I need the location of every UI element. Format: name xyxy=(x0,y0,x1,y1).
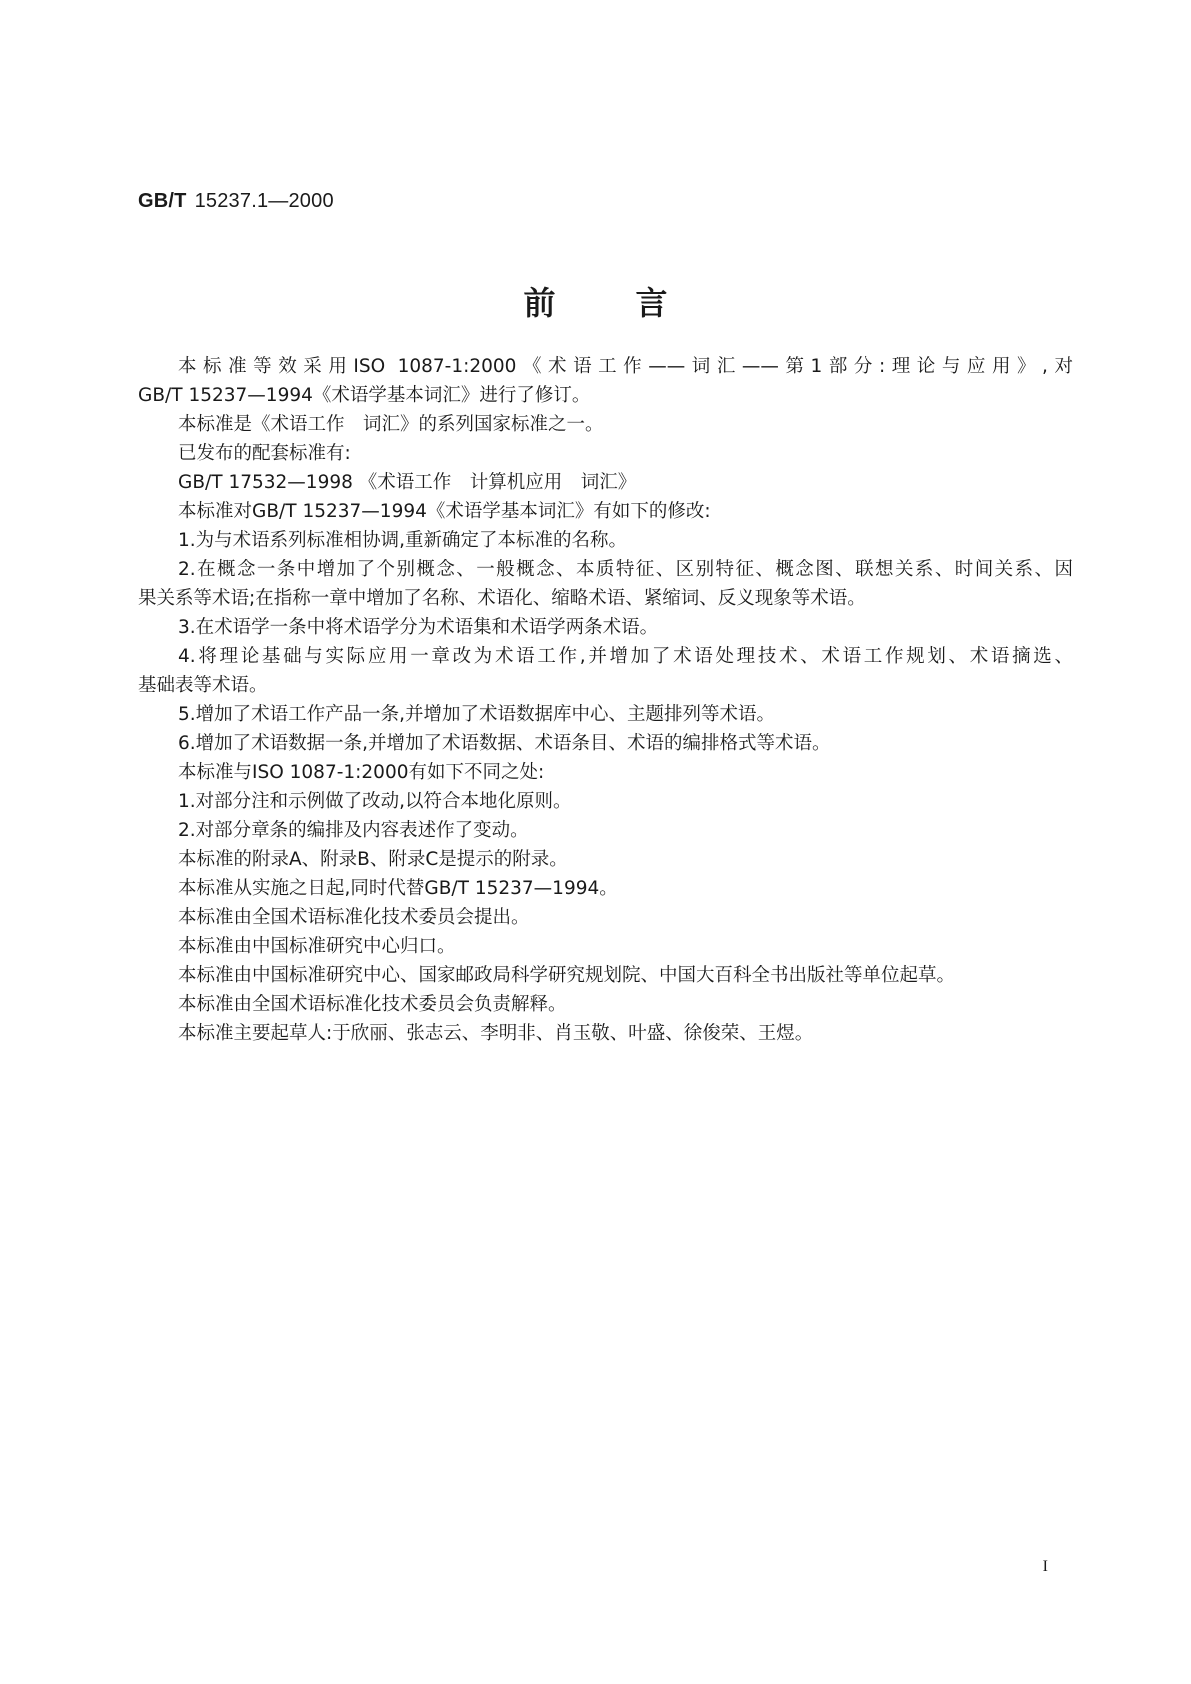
paragraph-17: 本标准由全国术语标准化技术委员会提出。 xyxy=(178,907,530,928)
paragraph-16: 本标准从实施之日起,同时代替GB/T 15237—1994。 xyxy=(178,878,618,899)
paragraph-6: 1.为与术语系列标准相协调,重新确定了本标准的名称。 xyxy=(178,530,628,551)
paragraph-13: 1.对部分注和示例做了改动,以符合本地化原则。 xyxy=(178,791,572,812)
paragraph-7-line-1: 2.在概念一条中增加了个别概念、一般概念、本质特征、区别特征、概念图、联想关系、时间关系、因 xyxy=(178,559,1073,580)
standard-number: 15237.1—2000 xyxy=(194,190,334,212)
paragraph-4: GB/T 17532—1998 《术语工作 计算机应用 词汇》 xyxy=(178,472,637,493)
paragraph-9-line-2: 基础表等术语。 xyxy=(138,675,268,696)
paragraph-19: 本标准由中国标准研究中心、国家邮政局科学研究规划院、中国大百科全书出版社等单位起草。 xyxy=(178,965,956,986)
paragraph-1-line-1: 本标准等效采用ISO 1087-1:2000《术语工作——词汇——第1部分:理论与应用》,对 xyxy=(178,356,1073,377)
paragraph-1-line-2: GB/T 15237—1994《术语学基本词汇》进行了修订。 xyxy=(138,385,591,406)
paragraph-18: 本标准由中国标准研究中心归口。 xyxy=(178,936,456,957)
paragraph-15: 本标准的附录A、附录B、附录C是提示的附录。 xyxy=(178,849,568,870)
paragraph-3: 已发布的配套标准有: xyxy=(178,443,351,464)
paragraph-21: 本标准主要起草人:于欣丽、张志云、李明非、肖玉敬、叶盛、徐俊荣、王煜。 xyxy=(178,1023,814,1044)
paragraph-11: 6.增加了术语数据一条,并增加了术语数据、术语条目、术语的编排格式等术语。 xyxy=(178,733,831,754)
standard-code xyxy=(138,190,334,213)
paragraph-8: 3.在术语学一条中将术语学分为术语集和术语学两条术语。 xyxy=(178,617,659,638)
paragraph-1 xyxy=(138,352,1073,410)
paragraph-20: 本标准由全国术语标准化技术委员会负责解释。 xyxy=(178,994,567,1015)
paragraph-5: 本标准对GB/T 15237—1994《术语学基本词汇》有如下的修改: xyxy=(178,501,711,522)
paragraph-14: 2.对部分章条的编排及内容表述作了变动。 xyxy=(178,820,529,841)
paragraph-7 xyxy=(138,555,1073,613)
page-title: 前言 xyxy=(523,284,748,322)
paragraph-12: 本标准与ISO 1087-1:2000有如下不同之处: xyxy=(178,762,545,783)
foreword-body xyxy=(138,352,1073,1048)
paragraph-9-line-1: 4.将理论基础与实际应用一章改为术语工作,并增加了术语处理技术、术语工作规划、术语摘选、 xyxy=(178,646,1073,667)
paragraph-7-line-2: 果关系等术语;在指称一章中增加了名称、术语化、缩略术语、紧缩词、反义现象等术语。 xyxy=(138,588,866,609)
page-number: I xyxy=(1042,1558,1048,1575)
standard-prefix: GB/T xyxy=(138,190,187,212)
paragraph-9 xyxy=(138,642,1073,700)
paragraph-2: 本标准是《术语工作 词汇》的系列国家标准之一。 xyxy=(178,414,604,435)
paragraph-10: 5.增加了术语工作产品一条,并增加了术语数据库中心、主题排列等术语。 xyxy=(178,704,776,725)
